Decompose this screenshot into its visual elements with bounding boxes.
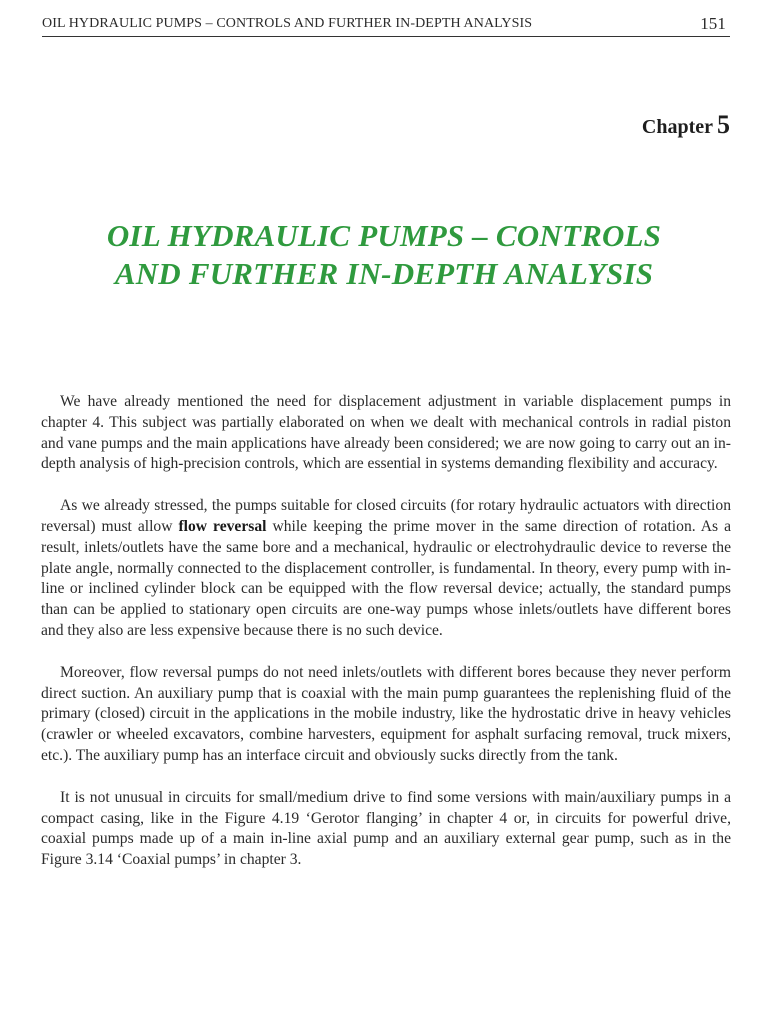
paragraph-2 [41, 496, 731, 642]
paragraph-2-end: while keeping the prime mover in the same direction of rotation. As a result, inlets/outlets have the same bore and a mechanical, hydraulic or electrohydraulic device to reverse the plate angle, normally connected to the displacement controller, is fundamental. In theory, every pump with in-line or inclined cylinder block can be equipped with the flow reversal device; actually, the standard pumps than can be applied to stationary open circuits are one-way pumps whose inlets/outlets have different bores and they also are less expensive because there is no such device. [41, 517, 731, 639]
paragraph-1: We have already mentioned the need for displacement adjustment in variable displacement pumps in chapter 4. This subject was partially elaborated on when we dealt with mechanical controls in radial piston and vane pumps and the main applications have already been considered; we are now going to carry out an in-depth analysis of high-precision controls, which are essential in systems demanding flexibility and accuracy. [41, 393, 731, 473]
chapter-word: Chapter [641, 116, 713, 138]
running-title: OIL HYDRAULIC PUMPS – CONTROLS AND FURTHER IN-DEPTH ANALYSIS [42, 16, 533, 31]
body-text [41, 392, 731, 871]
chapter-title-line-2: AND FURTHER IN-DEPTH ANALYSIS [114, 256, 654, 291]
paragraph-2-start: As we already stressed, the pumps suitable for closed circuits (for rotary hydraulic actuators with direction reversal) must allow [41, 497, 731, 535]
chapter-label [642, 110, 730, 140]
paragraph-3: Moreover, flow reversal pumps do not need inlets/outlets with different bores because they never perform direct suction. An auxiliary pump that is coaxial with the main pump guarantees the replenishing fluid of the primary (closed) circuit in the applications in the mobile industry, like the hydrostatic drive in heavy vehicles (crawler or wheeled excavators, combine harvesters, equipment for asphalt surfacing removal, truck mixers, etc.). The auxiliary pump has an interface circuit and obviously sucks directly from the tank. [41, 663, 731, 764]
chapter-number: 5 [717, 110, 730, 139]
page-number: 151 [700, 14, 726, 33]
running-header [42, 14, 730, 37]
paragraph-4: It is not unusual in circuits for small/medium drive to find some versions with main/auxiliary pumps in a compact casing, like in the Figure 4.19 ‘Gerotor flanging’ in chapter 4 or, in circuits for powerful drive, coaxial pumps made up of a main in-line axial pump and an auxiliary external gear pump, such as in the Figure 3.14 ‘Coaxial pumps’ in chapter 3. [41, 788, 731, 869]
chapter-title-line-1: OIL HYDRAULIC PUMPS – CONTROLS [106, 218, 662, 253]
flow-reversal-emphasis: flow reversal [178, 517, 267, 535]
chapter-title [40, 217, 728, 293]
